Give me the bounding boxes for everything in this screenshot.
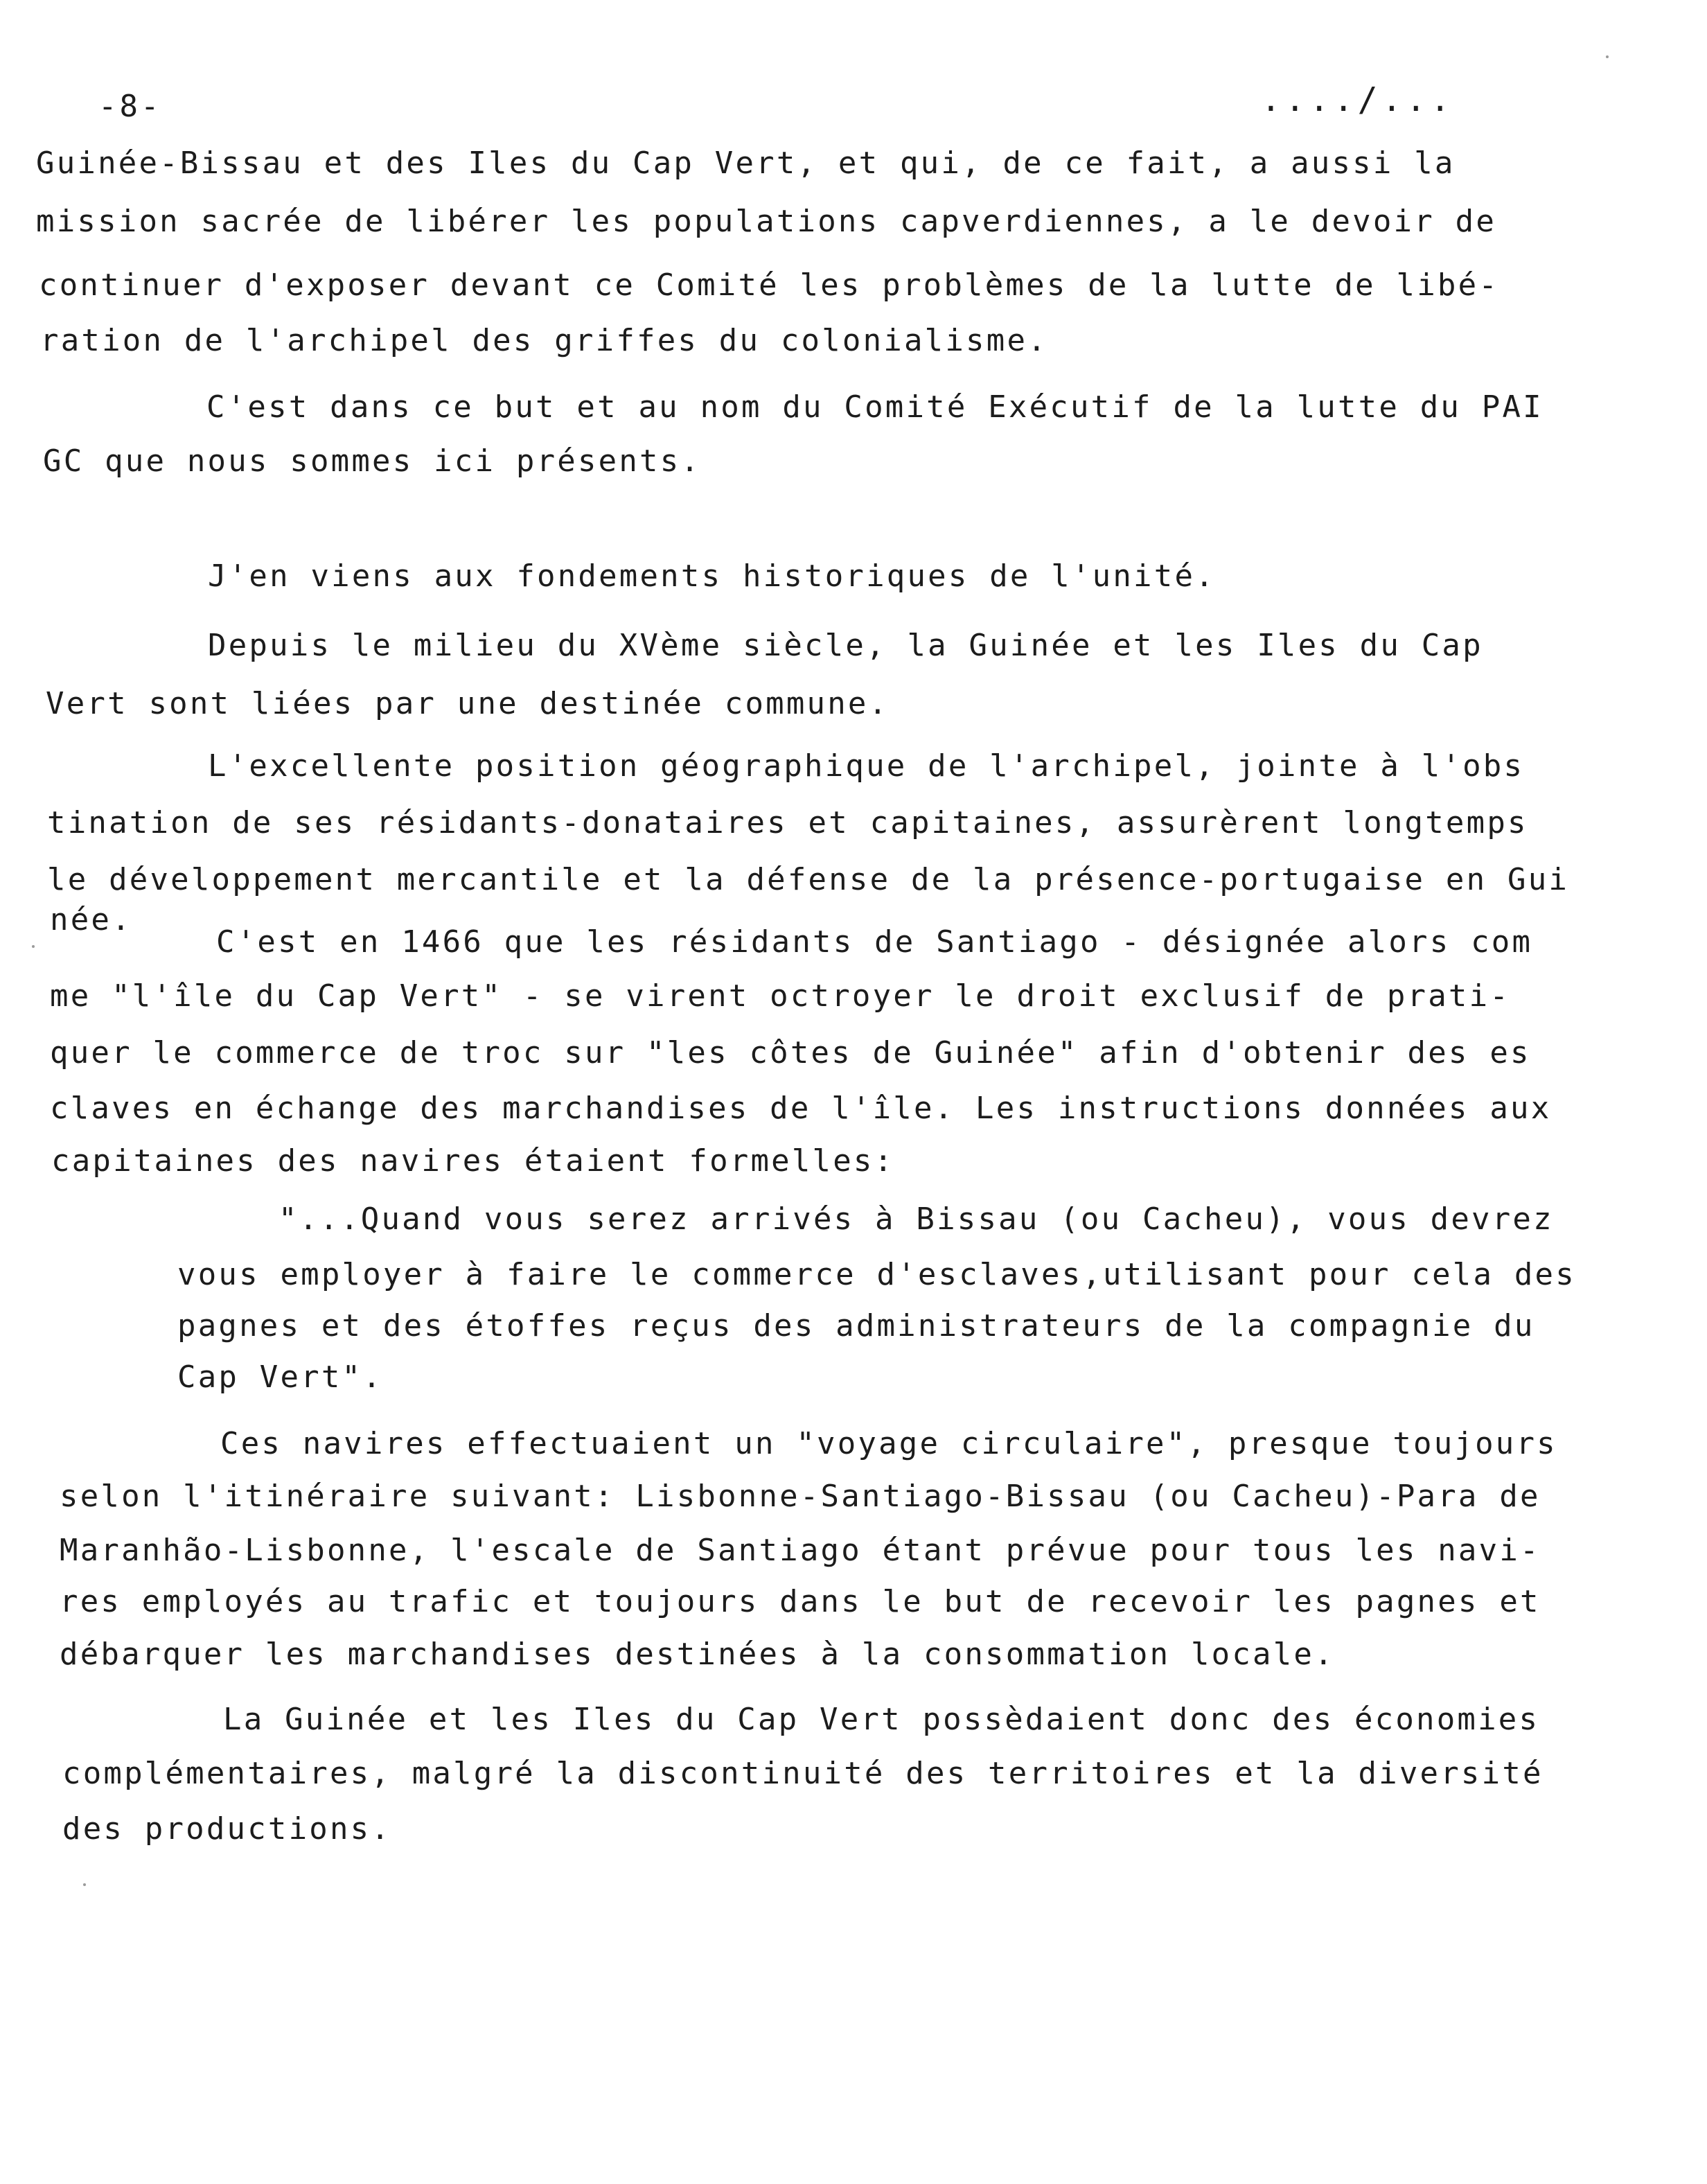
text-line: me "l'île du Cap Vert" - se virent octroyer le droit exclusif de prati- — [50, 978, 1511, 1014]
text-line: GC que nous sommes ici présents. — [43, 443, 702, 479]
text-line: C'est dans ce but et au nom du Comité Exécutif de la lutte du PAI — [206, 389, 1544, 425]
continuation-marker: ..../... — [1261, 80, 1455, 119]
text-line: Guinée-Bissau et des Iles du Cap Vert, et qui, de ce fait, a aussi la — [36, 146, 1456, 181]
text-line: mission sacrée de libérer les populations capverdiennes, a le devoir de — [36, 204, 1497, 239]
text-line: Depuis le milieu du XVème siècle, la Guinée et les Iles du Cap — [208, 628, 1483, 663]
scan-speck — [32, 945, 35, 948]
text-line: complémentaires, malgré la discontinuité des territoires et la diversité — [62, 1756, 1544, 1791]
text-line: res employés au trafic et toujours dans le but de recevoir les pagnes et — [60, 1584, 1541, 1619]
text-line: claves en échange des marchandises de l'île. Les instructions données aux — [50, 1091, 1552, 1126]
text-line: selon l'itinéraire suivant: Lisbonne-Santiago-Bissau (ou Cacheu)-Para de — [60, 1479, 1541, 1514]
quote-line: vous employer à faire le commerce d'esclaves,utilisant pour cela des — [177, 1257, 1576, 1292]
text-line: C'est en 1466 que les résidants de Santiago - désignée alors com — [216, 924, 1533, 960]
text-line: ration de l'archipel des griffes du colonialisme. — [40, 323, 1048, 358]
text-line: le développement mercantile et la défense de la présence-portugaise en Gui — [47, 862, 1570, 897]
quote-line: "...Quand vous serez arrivés à Bissau (ou Cacheu), vous devrez — [278, 1201, 1554, 1237]
quote-line: pagnes et des étoffes reçus des administrateurs de la compagnie du — [177, 1308, 1535, 1344]
text-line: des productions. — [62, 1811, 392, 1847]
page-number: -8- — [98, 89, 162, 124]
text-line: continuer d'exposer devant ce Comité les problèmes de la lutte de libé- — [39, 267, 1500, 303]
text-line: L'excellente position géographique de l'archipel, jointe à l'obs — [208, 748, 1525, 784]
scan-speck — [1606, 55, 1609, 58]
text-line: J'en viens aux fondements historiques de l'unité. — [208, 558, 1216, 594]
text-line: débarquer les marchandises destinées à la consommation locale. — [60, 1637, 1335, 1672]
text-line: Vert sont liées par une destinée commune. — [46, 686, 890, 721]
text-line: Maranhão-Lisbonne, l'escale de Santiago étant prévue pour tous les navi- — [60, 1533, 1541, 1568]
text-line: Ces navires effectuaient un "voyage circulaire", presque toujours — [220, 1426, 1557, 1461]
text-line: née. — [50, 902, 132, 937]
text-line: La Guinée et les Iles du Cap Vert possèdaient donc des économies — [223, 1702, 1540, 1737]
text-line: tination de ses résidants-donataires et capitaines, assurèrent longtemps — [47, 805, 1528, 840]
text-line: capitaines des navires étaient formelles: — [51, 1143, 895, 1179]
quote-line: Cap Vert". — [177, 1359, 383, 1395]
scan-speck — [83, 1883, 86, 1886]
text-line: quer le commerce de troc sur "les côtes de Guinée" afin d'obtenir des es — [50, 1035, 1531, 1071]
